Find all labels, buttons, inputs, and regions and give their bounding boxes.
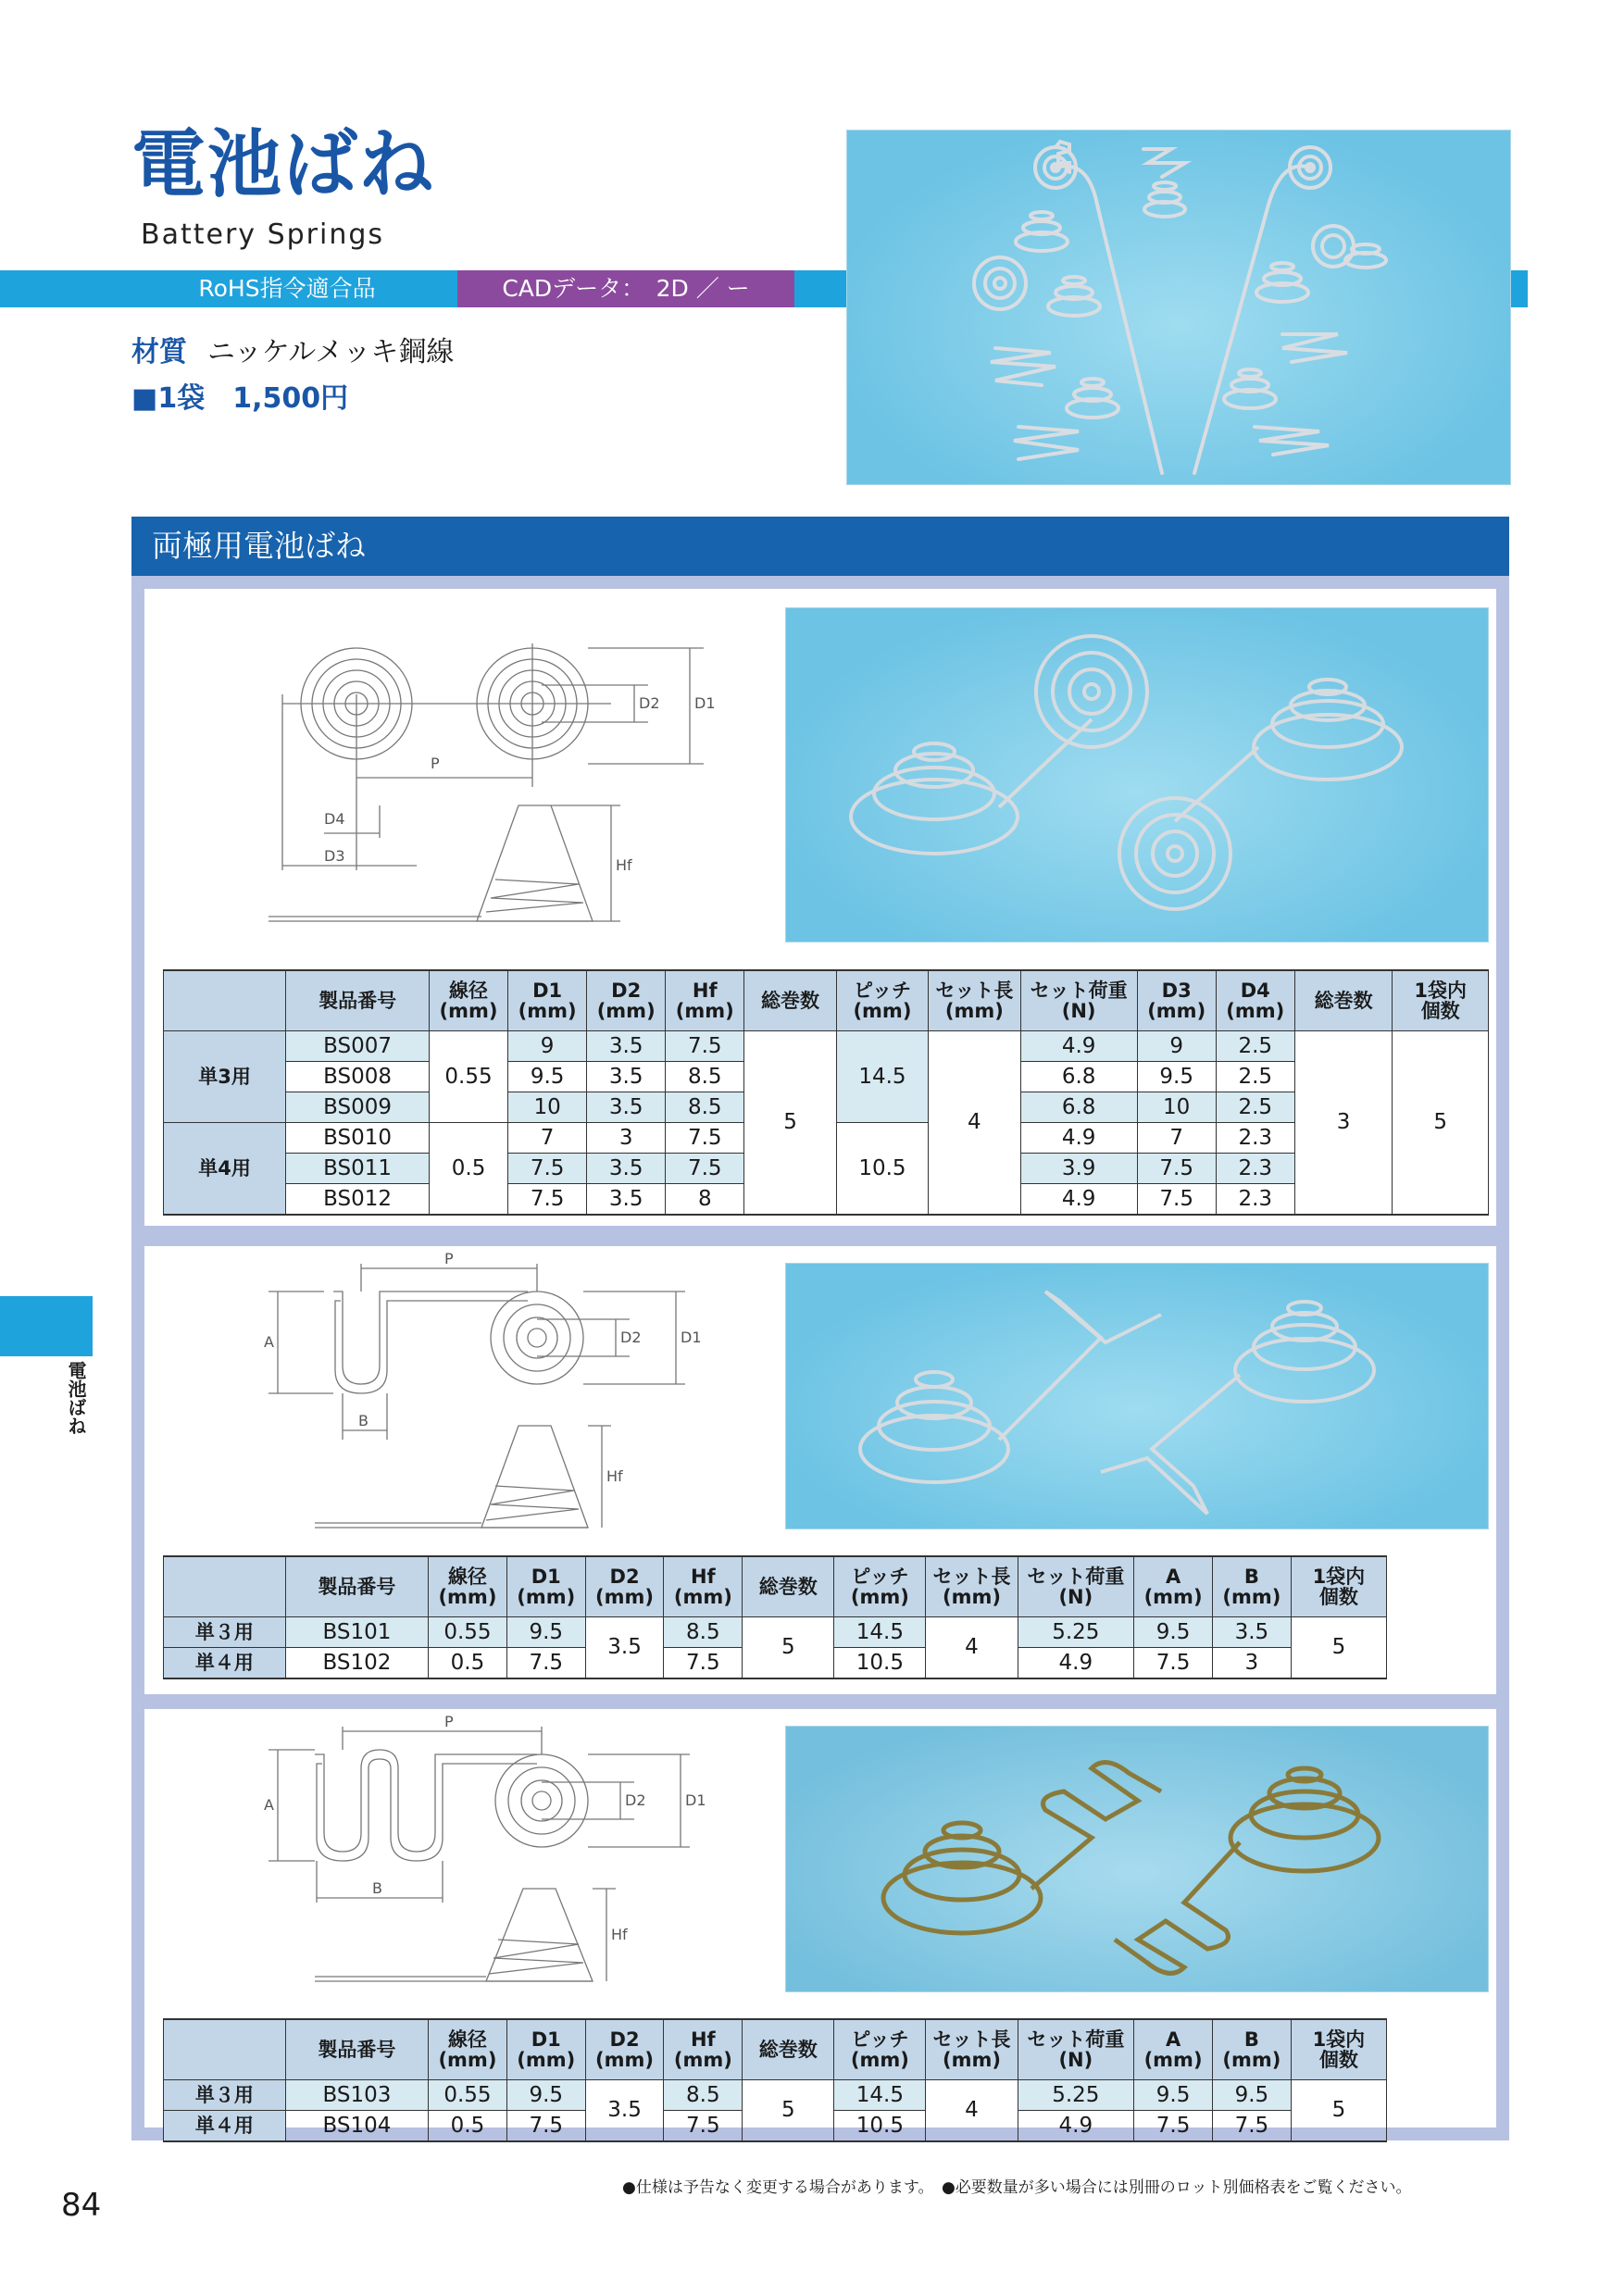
d4-value: 2.3 bbox=[1216, 1154, 1294, 1184]
table-row bbox=[164, 1617, 1387, 1648]
d3-value: 10 bbox=[1137, 1092, 1216, 1123]
set-length-value: 4 bbox=[929, 1031, 1020, 1216]
hf-value: 8.5 bbox=[666, 1062, 744, 1092]
d3-value: 9 bbox=[1137, 1031, 1216, 1062]
col-header: D2 (mm) bbox=[585, 1556, 664, 1617]
label-b: B bbox=[372, 1879, 382, 1897]
turns-value: 5 bbox=[743, 2080, 834, 2142]
header-blank bbox=[164, 2019, 286, 2080]
qty-value: 5 bbox=[1291, 1617, 1386, 1679]
col-header: D2 (mm) bbox=[587, 970, 666, 1031]
load-value: 4.9 bbox=[1018, 1648, 1134, 1679]
d4-value: 2.5 bbox=[1216, 1092, 1294, 1123]
col-header: B (mm) bbox=[1212, 1556, 1291, 1617]
d4-value: 2.3 bbox=[1216, 1123, 1294, 1154]
col-header: セット長 (mm) bbox=[926, 1556, 1018, 1617]
product-code: BS101 bbox=[285, 1617, 428, 1648]
turns2-value: 3 bbox=[1294, 1031, 1393, 1216]
hf-value: 7.5 bbox=[664, 2111, 743, 2142]
spec-table-3 bbox=[163, 2018, 1387, 2142]
d1-value: 7.5 bbox=[506, 2111, 585, 2142]
set-length-value: 4 bbox=[926, 2080, 1018, 2142]
d1-value: 9.5 bbox=[508, 1062, 587, 1092]
product-code: BS103 bbox=[285, 2080, 428, 2111]
col-header: セット荷重 (N) bbox=[1018, 2019, 1134, 2080]
qty-value: 5 bbox=[1393, 1031, 1489, 1216]
wire-diameter: 0.5 bbox=[430, 1123, 508, 1216]
a-value: 9.5 bbox=[1134, 1617, 1213, 1648]
col-header: Hf (mm) bbox=[664, 2019, 743, 2080]
hf-value: 8 bbox=[666, 1184, 744, 1216]
spec-table-2 bbox=[163, 1555, 1387, 1679]
pitch-value: 14.5 bbox=[834, 2080, 926, 2111]
d2-value: 3.5 bbox=[587, 1154, 666, 1184]
load-value: 5.25 bbox=[1018, 1617, 1134, 1648]
group-label: 単４用 bbox=[164, 1648, 286, 1679]
header-blank bbox=[164, 1556, 286, 1617]
col-header: D4 (mm) bbox=[1216, 970, 1294, 1031]
product-photo-main bbox=[846, 130, 1511, 485]
label-d3: D3 bbox=[324, 847, 345, 865]
label-hf: Hf bbox=[616, 856, 632, 874]
d3-value: 7.5 bbox=[1137, 1184, 1216, 1216]
label-p: P bbox=[431, 755, 440, 772]
col-header: 製品番号 bbox=[285, 2019, 428, 2080]
col-header: 1袋内 個数 bbox=[1291, 1556, 1386, 1617]
product-code: BS012 bbox=[286, 1184, 430, 1216]
a-value: 7.5 bbox=[1134, 1648, 1213, 1679]
product-code: BS007 bbox=[286, 1031, 430, 1062]
b-value: 3.5 bbox=[1212, 1617, 1291, 1648]
col-header: 線径 (mm) bbox=[429, 2019, 507, 2080]
col-header: 製品番号 bbox=[285, 1556, 428, 1617]
col-header: ピッチ (mm) bbox=[834, 2019, 926, 2080]
load-value: 4.9 bbox=[1020, 1123, 1137, 1154]
load-value: 5.25 bbox=[1018, 2080, 1134, 2111]
col-header: A (mm) bbox=[1134, 2019, 1213, 2080]
product-code: BS102 bbox=[285, 1648, 428, 1679]
label-d1: D1 bbox=[694, 694, 716, 712]
load-value: 4.9 bbox=[1020, 1031, 1137, 1062]
load-value: 6.8 bbox=[1020, 1092, 1137, 1123]
col-header: セット荷重 (N) bbox=[1018, 1556, 1134, 1617]
load-value: 4.9 bbox=[1020, 1184, 1137, 1216]
d1-value: 7.5 bbox=[506, 1648, 585, 1679]
col-header: D3 (mm) bbox=[1137, 970, 1216, 1031]
col-header: 1袋内 個数 bbox=[1291, 2019, 1386, 2080]
d1-value: 9.5 bbox=[506, 1617, 585, 1648]
b-value: 9.5 bbox=[1212, 2080, 1291, 2111]
load-value: 6.8 bbox=[1020, 1062, 1137, 1092]
spec-table-1 bbox=[163, 969, 1489, 1216]
d2-value: 3.5 bbox=[585, 1617, 664, 1679]
load-value: 4.9 bbox=[1018, 2111, 1134, 2142]
group-label: 単4用 bbox=[164, 1123, 286, 1216]
set-length-value: 4 bbox=[926, 1617, 1018, 1679]
product-code: BS011 bbox=[286, 1154, 430, 1184]
pitch-value: 10.5 bbox=[834, 1648, 926, 1679]
hf-value: 7.5 bbox=[666, 1154, 744, 1184]
product-code: BS009 bbox=[286, 1092, 430, 1123]
price-line: ■1袋 1,500円 bbox=[131, 382, 349, 415]
technical-drawing-3 bbox=[259, 1713, 722, 1990]
label-d2: D2 bbox=[625, 1791, 646, 1809]
d2-value: 3.5 bbox=[587, 1062, 666, 1092]
spring-pair-illustration bbox=[786, 1264, 1488, 1529]
page-subtitle: Battery Springs bbox=[141, 218, 385, 251]
hf-value: 8.5 bbox=[666, 1092, 744, 1123]
d3-value: 9.5 bbox=[1137, 1062, 1216, 1092]
col-header: B (mm) bbox=[1212, 2019, 1291, 2080]
cad-badge: CADデータ： 2D ／ ー bbox=[457, 270, 794, 307]
col-header: 総巻数 bbox=[744, 970, 836, 1031]
col-header: 総巻数 bbox=[1294, 970, 1393, 1031]
hf-value: 7.5 bbox=[666, 1031, 744, 1062]
col-header: Hf (mm) bbox=[664, 1556, 743, 1617]
d2-value: 3.5 bbox=[585, 2080, 664, 2142]
a-value: 7.5 bbox=[1134, 2111, 1213, 2142]
d2-value: 3.5 bbox=[587, 1031, 666, 1062]
product-code: BS010 bbox=[286, 1123, 430, 1154]
hf-value: 8.5 bbox=[664, 1617, 743, 1648]
d4-value: 2.5 bbox=[1216, 1062, 1294, 1092]
material-value: ニッケルメッキ鋼線 bbox=[207, 336, 455, 368]
pitch-value: 14.5 bbox=[834, 1617, 926, 1648]
wire-diameter: 0.5 bbox=[429, 1648, 507, 1679]
material-label: 材質 bbox=[131, 336, 187, 368]
col-header: Hf (mm) bbox=[666, 970, 744, 1031]
d1-value: 9 bbox=[508, 1031, 587, 1062]
col-header: 総巻数 bbox=[743, 2019, 834, 2080]
technical-drawing-2 bbox=[259, 1250, 722, 1537]
pitch-value: 10.5 bbox=[834, 2111, 926, 2142]
label-a: A bbox=[264, 1796, 274, 1814]
col-header: 線径 (mm) bbox=[430, 970, 508, 1031]
b-value: 3 bbox=[1212, 1648, 1291, 1679]
footnote: ●仕様は予告なく変更する場合があります。 ●必要数量が多い場合には別冊のロット別価格表をご覧ください。 bbox=[622, 2178, 1412, 2197]
spring-pair-illustration bbox=[786, 1727, 1488, 1991]
label-hf: Hf bbox=[606, 1467, 623, 1485]
group-label: 単３用 bbox=[164, 1617, 286, 1648]
d1-value: 9.5 bbox=[506, 2080, 585, 2111]
label-hf: Hf bbox=[611, 1926, 628, 1943]
label-d4: D4 bbox=[324, 810, 345, 828]
d4-value: 2.5 bbox=[1216, 1031, 1294, 1062]
hf-value: 8.5 bbox=[664, 2080, 743, 2111]
col-header: A (mm) bbox=[1134, 1556, 1213, 1617]
wire-diameter: 0.5 bbox=[429, 2111, 507, 2142]
label-d1: D1 bbox=[681, 1329, 702, 1346]
turns-value: 5 bbox=[743, 1617, 834, 1679]
wire-diameter: 0.55 bbox=[429, 2080, 507, 2111]
product-photo-1 bbox=[785, 607, 1489, 942]
col-header: 総巻数 bbox=[743, 1556, 834, 1617]
col-header: ピッチ (mm) bbox=[836, 970, 928, 1031]
d3-value: 7.5 bbox=[1137, 1154, 1216, 1184]
product-code: BS008 bbox=[286, 1062, 430, 1092]
load-value: 3.9 bbox=[1020, 1154, 1137, 1184]
hf-value: 7.5 bbox=[664, 1648, 743, 1679]
label-a: A bbox=[264, 1333, 274, 1351]
d2-value: 3 bbox=[587, 1123, 666, 1154]
group-label: 単３用 bbox=[164, 2080, 286, 2111]
section-title: 両極用電池ばね bbox=[131, 517, 1509, 576]
label-d2: D2 bbox=[620, 1329, 642, 1346]
qty-value: 5 bbox=[1291, 2080, 1386, 2142]
col-header: D1 (mm) bbox=[506, 2019, 585, 2080]
page-title: 電池ばね bbox=[131, 121, 435, 207]
label-d1: D1 bbox=[685, 1791, 706, 1809]
col-header: セット長 (mm) bbox=[929, 970, 1020, 1031]
spring-pair-illustration bbox=[786, 608, 1488, 942]
col-header: セット荷重 (N) bbox=[1020, 970, 1137, 1031]
d1-value: 10 bbox=[508, 1092, 587, 1123]
b-value: 7.5 bbox=[1212, 2111, 1291, 2142]
product-photo-2 bbox=[785, 1263, 1489, 1529]
table-row bbox=[164, 2080, 1387, 2111]
d1-value: 7.5 bbox=[508, 1184, 587, 1216]
d2-value: 3.5 bbox=[587, 1184, 666, 1216]
technical-drawing-1 bbox=[269, 639, 731, 935]
group-label: 単４用 bbox=[164, 2111, 286, 2142]
side-label: 電池ばね bbox=[65, 1361, 87, 1435]
col-header: 製品番号 bbox=[286, 970, 430, 1031]
d4-value: 2.3 bbox=[1216, 1184, 1294, 1216]
header-blank bbox=[164, 970, 286, 1031]
product-photo-3 bbox=[785, 1726, 1489, 1992]
d1-value: 7 bbox=[508, 1123, 587, 1154]
a-value: 9.5 bbox=[1134, 2080, 1213, 2111]
side-tab bbox=[0, 1296, 93, 1356]
wire-diameter: 0.55 bbox=[430, 1031, 508, 1123]
pitch-value: 10.5 bbox=[836, 1123, 928, 1216]
product-code: BS104 bbox=[285, 2111, 428, 2142]
col-header: セット長 (mm) bbox=[926, 2019, 1018, 2080]
d1-value: 7.5 bbox=[508, 1154, 587, 1184]
table-row bbox=[164, 1031, 1489, 1062]
material-line bbox=[131, 329, 454, 369]
label-d2: D2 bbox=[639, 694, 660, 712]
d3-value: 7 bbox=[1137, 1123, 1216, 1154]
col-header: D1 (mm) bbox=[506, 1556, 585, 1617]
pitch-value: 14.5 bbox=[836, 1031, 928, 1123]
col-header: 1袋内 個数 bbox=[1393, 970, 1489, 1031]
col-header: ピッチ (mm) bbox=[834, 1556, 926, 1617]
page-number: 84 bbox=[61, 2187, 102, 2224]
label-b: B bbox=[358, 1412, 369, 1429]
d2-value: 3.5 bbox=[587, 1092, 666, 1123]
group-label: 単3用 bbox=[164, 1031, 286, 1123]
hf-value: 7.5 bbox=[666, 1123, 744, 1154]
wire-diameter: 0.55 bbox=[429, 1617, 507, 1648]
rohs-badge: RoHS指令適合品 bbox=[198, 275, 376, 302]
label-p: P bbox=[444, 1713, 454, 1730]
label-p: P bbox=[444, 1250, 454, 1267]
col-header: 線径 (mm) bbox=[429, 1556, 507, 1617]
turns-value: 5 bbox=[744, 1031, 836, 1216]
col-header: D2 (mm) bbox=[585, 2019, 664, 2080]
col-header: D1 (mm) bbox=[508, 970, 587, 1031]
springs-illustration bbox=[847, 131, 1510, 484]
